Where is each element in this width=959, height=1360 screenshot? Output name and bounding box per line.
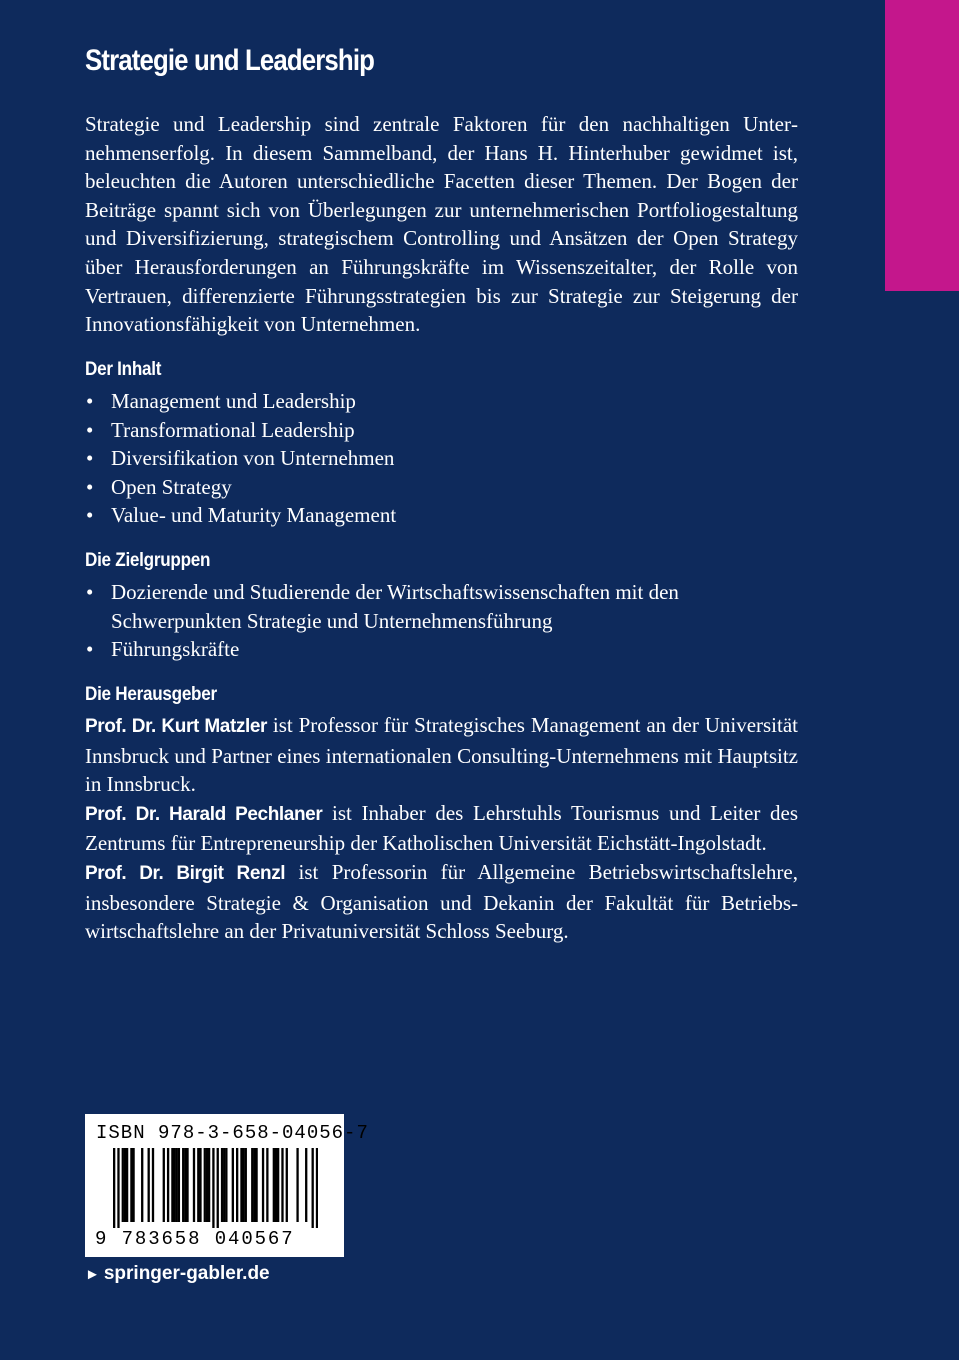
barcode-bar — [176, 1148, 178, 1222]
editor-name: Prof. Dr. Kurt Matzler — [85, 716, 268, 737]
barcode-bar — [163, 1148, 165, 1222]
barcode-bar — [277, 1148, 279, 1222]
barcode-bar — [305, 1148, 307, 1222]
barcode-bar — [262, 1148, 264, 1222]
list-item: • Management und Leadership — [85, 387, 800, 416]
barcode-bar — [152, 1148, 154, 1222]
list-item: • Transformational Leadership — [85, 416, 800, 445]
barcode-bar — [236, 1148, 238, 1222]
isbn-barcode-box — [85, 1114, 369, 1257]
barcode-bar — [296, 1148, 298, 1222]
barcode-bar — [206, 1148, 208, 1222]
barcode-bar — [167, 1148, 169, 1222]
barcode-bar — [253, 1148, 255, 1222]
barcode-bar — [184, 1148, 186, 1222]
barcode-bar — [117, 1148, 119, 1228]
bullet-icon: • — [86, 503, 94, 528]
list-item: • Open Strategy — [85, 473, 800, 502]
barcode-bar — [286, 1148, 288, 1222]
barcode-bar — [186, 1148, 188, 1222]
barcode-bar — [199, 1148, 201, 1222]
barcode-bar — [281, 1148, 283, 1222]
barcode-bar — [122, 1148, 124, 1222]
editor-name: Prof. Dr. Harald Pechlaner — [85, 803, 323, 825]
barcode-bar — [130, 1148, 132, 1222]
barcode-digits: 9 783658 040567 — [95, 1228, 295, 1250]
barcode-bar — [316, 1148, 318, 1228]
barcode-bar — [212, 1148, 214, 1228]
barcode-bar — [126, 1148, 128, 1222]
barcode-bar — [124, 1148, 126, 1222]
publisher-website[interactable] — [85, 1263, 270, 1285]
editor-bio: Prof. Dr. Birgit Renzl ist Professorin für Allgemeine Betriebswirtschaftslehre, insbesondere Strategie & Organisation und Dekanin der Fakultät für Betriebswirtschaftslehre an der Privatuniversität Schloss Seeburg. — [85, 859, 798, 944]
barcode-bar — [223, 1148, 225, 1222]
barcode-bar — [275, 1148, 277, 1222]
barcode-bar — [148, 1148, 150, 1222]
website-label: springer-gabler.de — [103, 1263, 270, 1284]
barcode-bar — [312, 1148, 314, 1228]
bullet-icon: • — [86, 637, 94, 662]
barcode-bar — [266, 1148, 268, 1222]
list-item: • Diversifikation von Unternehmen — [85, 444, 800, 473]
barcode-bar — [204, 1148, 206, 1222]
barcode-bar — [245, 1148, 247, 1222]
editors-bios — [85, 711, 798, 946]
barcode-bar — [171, 1148, 173, 1222]
editor-name: Prof. Dr. Birgit Renzl — [85, 862, 286, 884]
barcode-bar — [255, 1148, 257, 1222]
barcode-bar — [232, 1148, 234, 1222]
bullet-icon: • — [86, 474, 94, 499]
contents-heading: Der Inhalt — [85, 359, 162, 380]
barcode-icon — [113, 1148, 318, 1228]
barcode-bar — [193, 1148, 195, 1222]
barcode-bar — [273, 1148, 275, 1222]
barcode-bar — [242, 1148, 244, 1222]
magenta-accent-bar — [885, 0, 959, 291]
list-item: • Dozierende und Studierende der Wirtschaftswissenschaften mit den Schwerpunkten Strategie und Unternehmensführung — [86, 580, 679, 633]
bullet-icon: • — [86, 389, 94, 413]
barcode-bar — [113, 1148, 115, 1228]
bullet-icon: • — [86, 580, 94, 604]
barcode-bar — [173, 1148, 175, 1222]
barcode-bar — [178, 1148, 180, 1222]
book-title: Strategie und Leadership — [85, 44, 375, 77]
bullet-icon: • — [86, 446, 94, 471]
barcode-bar — [217, 1148, 219, 1228]
audience-list — [85, 578, 800, 664]
list-item: • Führungskräfte — [85, 635, 800, 664]
barcode-bar — [225, 1148, 227, 1222]
editor-bio: Prof. Dr. Harald Pechlaner ist Inhaber des Lehrstuhls Tourismus und Leiter des Zentrums für Entrepreneurship der Katholischen Universität Eichstätt-Ingolstadt. — [85, 800, 798, 856]
isbn-label: ISBN 978-3-658-04056-7 — [96, 1122, 369, 1144]
bullet-icon: • — [86, 417, 94, 442]
play-arrow-icon: ► — [85, 1266, 100, 1283]
barcode-bar — [251, 1148, 253, 1222]
barcode-bar — [132, 1148, 134, 1222]
barcode-bar — [182, 1148, 184, 1222]
contents-list — [85, 387, 800, 530]
audience-heading: Die Zielgruppen — [85, 550, 211, 571]
barcode-bar — [240, 1148, 242, 1222]
editors-heading: Die Herausgeber — [85, 684, 217, 705]
barcode-bar — [221, 1148, 223, 1222]
barcode-bar — [208, 1148, 210, 1222]
intro-paragraph: Strategie und Leadership sind zentrale Faktoren für den nachhaltigen Unternehmenserfolg. In diesem Sammelband, der Hans H. Hinterhuber gewidmet ist, beleuchten die Autoren unterschiedliche Facetten dieser Themen. Der Bogen der Beiträge spannt sich von Überlegungen zur unternehmerischen Portfoliogestaltung und Diversifizierung, strategischem Controlling und Ansätzen der Open Strategy über Herausforderungen an Führungskräfte im Wissenszeitalter, der Rolle von Vertrauen, differenzierte Führungsstrategien bis zur Strategie zur Steigerung der Innovationsfähigkeit von Unternehmen. — [85, 112, 798, 337]
list-item: • Value- und Maturity Management — [85, 501, 800, 530]
barcode-bar — [141, 1148, 143, 1222]
barcode-bar — [197, 1148, 199, 1222]
editor-bio: Prof. Dr. Kurt Matzler ist Professor für Strategisches Management an der Universität Innsbruck und Partner eines internationalen Consulting-Unternehmens mit Hauptsitz in Innsbruck. — [85, 713, 798, 797]
